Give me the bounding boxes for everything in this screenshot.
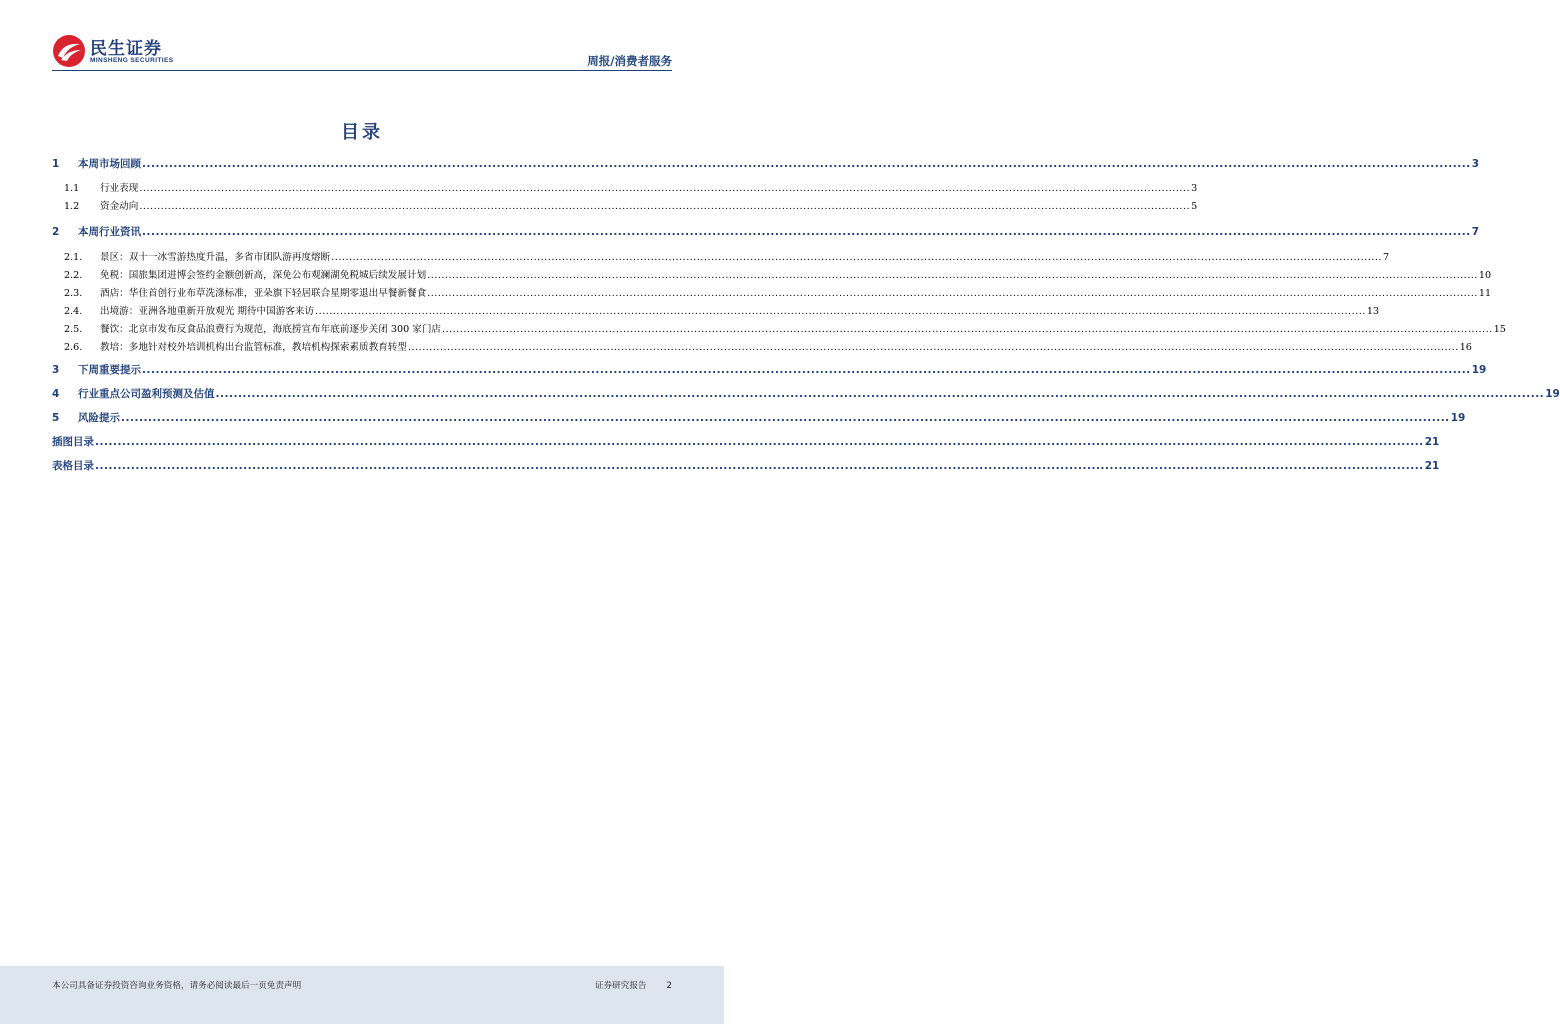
toc-entry-page: 3: [1471, 158, 1479, 170]
toc-entry[interactable]: [52, 411, 1466, 425]
toc-entry-page: 16: [1459, 342, 1472, 353]
toc-entry-number: 1.2: [64, 201, 80, 212]
toc-entry-page: 7: [1382, 252, 1390, 263]
toc-dot-leader: [427, 287, 1478, 301]
header-divider: [52, 70, 672, 71]
toc-dot-leader: [139, 200, 1190, 214]
toc-entry-number: 2.4.: [64, 306, 83, 317]
toc-entry-title: 资金动向: [100, 201, 139, 212]
toc-entry[interactable]: [52, 182, 1198, 196]
toc-entry[interactable]: [52, 305, 1380, 319]
footer-right: [595, 979, 672, 991]
toc-entry-title: 酒店：华住首创行业布草洗涤标准，亚朵旗下轻居联合星期零退出早餐新餐食: [100, 288, 427, 299]
toc-entry-page: 13: [1366, 306, 1380, 317]
toc-entry-page: 3: [1191, 183, 1198, 194]
toc-entry-number: 2.1.: [64, 252, 83, 263]
toc-entry-title: 行业表现: [100, 183, 139, 194]
toc-entry-number: 2: [52, 226, 60, 238]
footer-disclaimer: 本公司具备证券投资咨询业务资格，请务必阅读最后一页免责声明: [52, 981, 302, 991]
toc-entry-number: 2.3.: [64, 288, 83, 299]
toc-entry-page: 15: [1493, 324, 1506, 335]
toc-dot-leader: [142, 363, 1471, 377]
toc-entry[interactable]: [52, 341, 1472, 355]
toc-entry-title: 表格目录: [52, 460, 94, 472]
toc-entry-number: 5: [52, 412, 60, 424]
toc-entry-page: 19: [1545, 388, 1560, 400]
toc-entry[interactable]: [52, 287, 1492, 301]
toc-entry-title: 行业重点公司盈利预测及估值: [78, 388, 215, 400]
toc-entry-number: 1: [52, 158, 60, 170]
toc-dot-leader: [427, 269, 1478, 283]
toc-entry-title: 插图目录: [52, 436, 94, 448]
toc-entry-title: 免税：国旅集团进博会签约金额创新高，深免公布观澜湖免税城后续发展计划: [100, 270, 427, 281]
page-number: 2: [666, 981, 672, 991]
logo-english-name: MINSHENG SECURITIES: [90, 57, 174, 64]
toc-entry-number: 4: [52, 388, 60, 400]
toc-dot-leader: [95, 459, 1424, 473]
toc-entry[interactable]: [52, 157, 1479, 171]
footer-band: [0, 966, 724, 1024]
toc-entry-page: 7: [1471, 226, 1479, 238]
toc-heading: 目录: [341, 122, 383, 143]
toc-dot-leader: [142, 225, 1471, 239]
toc-entry-number: 1.1: [64, 183, 80, 194]
toc-entry-title: 本周行业资讯: [78, 226, 141, 238]
toc-entry-number: 2.6.: [64, 342, 83, 353]
toc-dot-leader: [95, 435, 1424, 449]
toc-entry-page: 21: [1424, 460, 1440, 472]
toc-dot-leader: [442, 323, 1493, 337]
toc-entry-title: 风险提示: [78, 412, 120, 424]
report-type-label: 周报/消费者服务: [587, 54, 672, 68]
toc-dot-leader: [408, 341, 1459, 355]
toc-entry-number: 2.5.: [64, 324, 83, 335]
minsheng-logo-icon: [52, 34, 86, 68]
toc-entry[interactable]: [52, 435, 1440, 449]
toc-entry-number: 2.2.: [64, 270, 83, 281]
toc-entry-page: 11: [1478, 288, 1492, 299]
toc-entry-page: 21: [1424, 436, 1440, 448]
toc-entry-title: 教培：多地针对校外培训机构出台监管标准，教培机构探索素质教育转型: [100, 342, 407, 353]
logo-chinese-name: 民生证券: [90, 39, 162, 59]
toc-entry[interactable]: [52, 269, 1492, 283]
toc-entry[interactable]: [52, 251, 1390, 265]
toc-entry[interactable]: [52, 200, 1198, 214]
toc-entry-title: 餐饮：北京市发布反食品浪费行为规范，海底捞宣布年底前逐步关闭 300 家门店: [100, 324, 442, 335]
toc-entry-page: 19: [1471, 364, 1487, 376]
toc-dot-leader: [121, 411, 1450, 425]
toc-dot-leader: [142, 157, 1471, 171]
toc-entry-page: 19: [1450, 412, 1466, 424]
toc-entry-title: 下周重要提示: [78, 364, 141, 376]
page-header: [52, 34, 672, 70]
toc-entry[interactable]: [52, 387, 1560, 401]
toc-entry-title: 出境游：亚洲各地重新开放观光 期待中国游客来访: [100, 306, 315, 317]
toc-dot-leader: [216, 387, 1545, 401]
toc-entry-page: 5: [1191, 201, 1198, 212]
toc-entry[interactable]: [52, 363, 1487, 377]
toc-dot-leader: [139, 182, 1190, 196]
toc-dot-leader: [331, 251, 1382, 265]
toc-dot-leader: [315, 305, 1366, 319]
company-logo: [52, 34, 192, 68]
toc-entry-title: 景区：双十一冰雪游热度升温，多省市团队游再度熔断: [100, 252, 331, 263]
toc-entry-page: 10: [1478, 270, 1492, 281]
footer-report-label: 证券研究报告: [594, 981, 647, 991]
toc-entry[interactable]: [52, 225, 1479, 239]
toc-entry-number: 3: [52, 364, 60, 376]
toc-entry[interactable]: [52, 459, 1440, 473]
toc-entry-title: 本周市场回顾: [78, 158, 141, 170]
toc-entry[interactable]: [52, 323, 1506, 337]
